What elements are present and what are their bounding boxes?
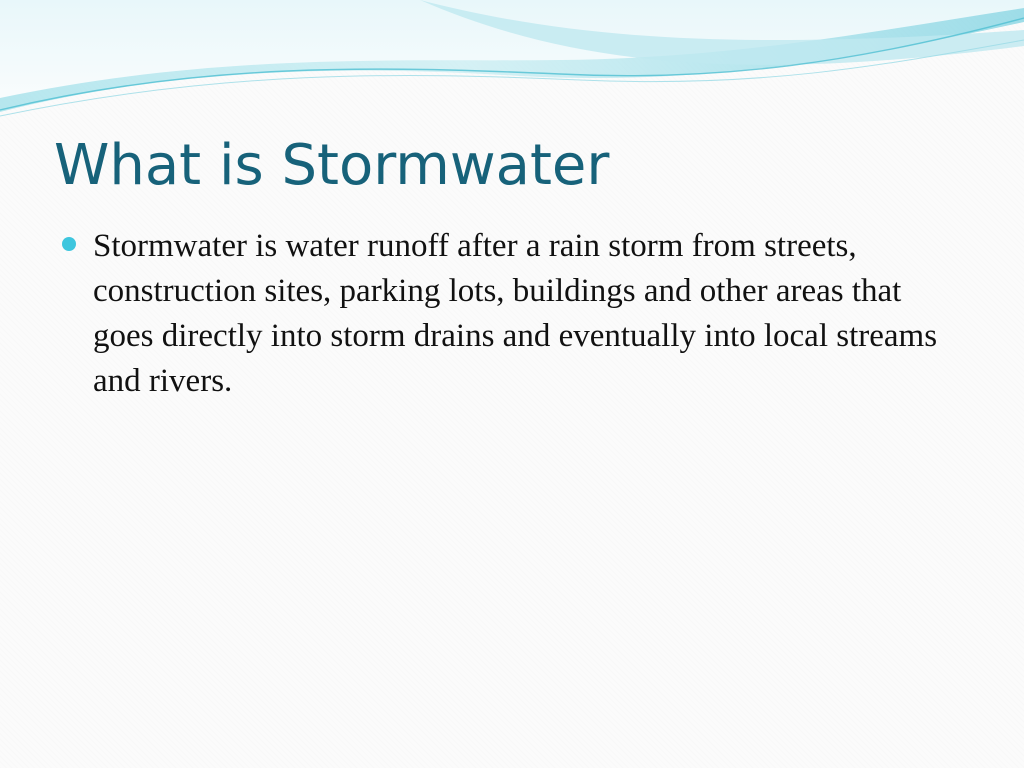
wave-decoration bbox=[0, 0, 1024, 130]
bullet-icon bbox=[62, 237, 76, 251]
slide-title: What is Stormwater bbox=[54, 133, 610, 198]
slide-content bbox=[62, 224, 962, 404]
bullet-text: Stormwater is water runoff after a rain storm from streets, construction sites, parking lots, buildings and other areas that goes directly into storm drains and eventually into local streams and rivers. bbox=[93, 228, 938, 399]
bullet-item bbox=[62, 224, 962, 404]
